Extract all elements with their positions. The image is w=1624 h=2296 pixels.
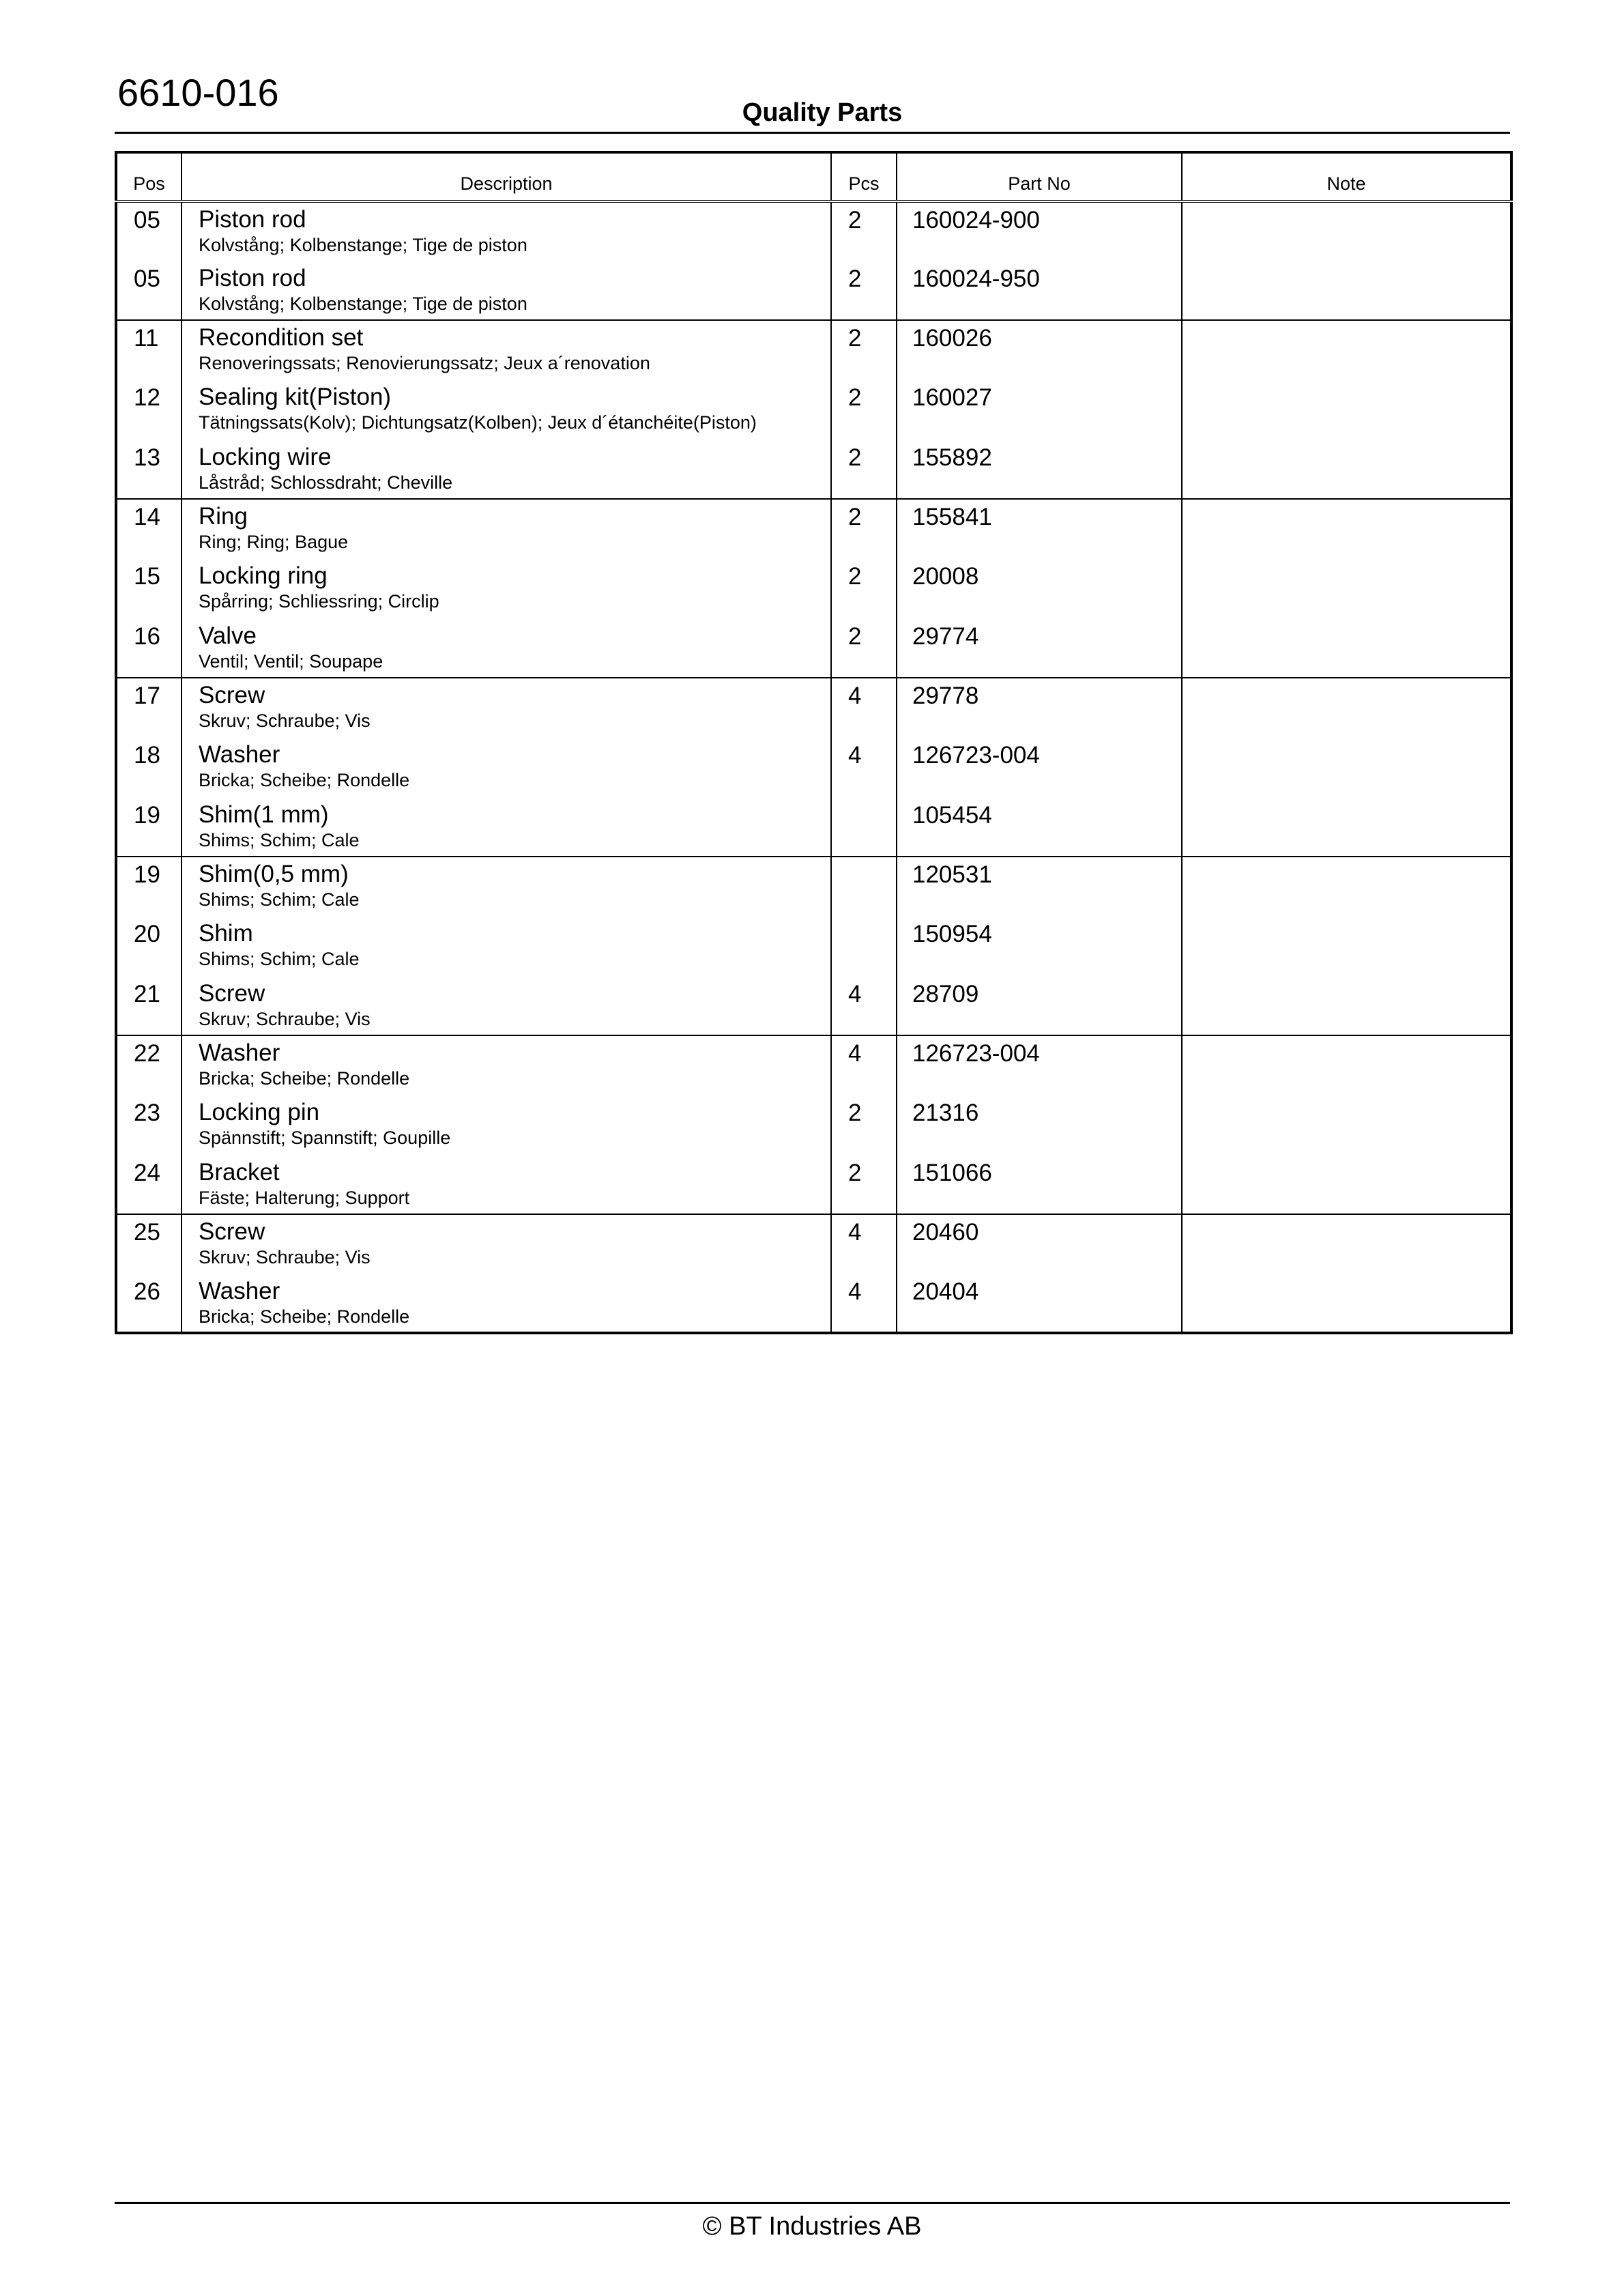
- part-translations: Skruv; Schraube; Vis: [199, 1009, 371, 1029]
- part-no-cell: 150954: [897, 917, 1182, 977]
- pcs-cell: 2: [831, 201, 897, 261]
- table-row: [116, 1274, 1511, 1333]
- pcs-cell: 2: [831, 559, 897, 619]
- pos-cell: 24: [116, 1156, 182, 1214]
- table-row: [116, 977, 1511, 1035]
- parts-group: [116, 1035, 1511, 1214]
- table-row: [116, 1095, 1511, 1156]
- parts-group: [116, 499, 1511, 678]
- description-cell: [182, 1035, 831, 1095]
- description-cell: [182, 380, 831, 440]
- pos-cell: 26: [116, 1274, 182, 1333]
- part-no-cell: 120531: [897, 857, 1182, 917]
- note-cell: [1182, 1095, 1511, 1156]
- part-translations: Kolvstång; Kolbenstange; Tige de piston: [199, 293, 527, 314]
- note-cell: [1182, 798, 1511, 857]
- pos-cell: 13: [116, 440, 182, 499]
- part-no-cell: 29778: [897, 678, 1182, 738]
- part-translations: Bricka; Scheibe; Rondelle: [199, 770, 410, 790]
- part-translations: Ring; Ring; Bague: [199, 532, 349, 552]
- part-no-cell: 126723-004: [897, 738, 1182, 798]
- part-translations: Spårring; Schliessring; Circlip: [199, 591, 439, 612]
- part-no-cell: 160024-900: [897, 201, 1182, 261]
- part-translations: Shims; Schim; Cale: [199, 889, 360, 910]
- description-cell: [182, 440, 831, 499]
- pcs-cell: 2: [831, 1095, 897, 1156]
- pos-cell: 12: [116, 380, 182, 440]
- parts-table: [115, 151, 1513, 1334]
- part-name: Sealing kit(Piston): [199, 384, 392, 410]
- parts-group: [116, 1214, 1511, 1333]
- pcs-cell: 2: [831, 320, 897, 380]
- page-subtitle: Quality Parts: [742, 98, 903, 127]
- pcs-cell: 2: [831, 261, 897, 320]
- footer-divider: [115, 2202, 1510, 2204]
- description-cell: [182, 738, 831, 798]
- part-no-cell: 20008: [897, 559, 1182, 619]
- part-no-cell: 155841: [897, 499, 1182, 559]
- description-cell: [182, 1274, 831, 1333]
- part-no-cell: 160027: [897, 380, 1182, 440]
- pcs-cell: 2: [831, 380, 897, 440]
- part-name: Screw: [199, 980, 265, 1007]
- parts-group: [116, 678, 1511, 857]
- note-cell: [1182, 201, 1511, 261]
- part-translations: Ventil; Ventil; Soupape: [199, 651, 383, 672]
- note-cell: [1182, 261, 1511, 320]
- part-no-cell: 105454: [897, 798, 1182, 857]
- part-name: Locking wire: [199, 444, 332, 470]
- description-cell: [182, 678, 831, 738]
- part-translations: Låstråd; Schlossdraht; Cheville: [199, 472, 453, 493]
- pos-cell: 05: [116, 201, 182, 261]
- pcs-cell: 4: [831, 678, 897, 738]
- pcs-cell: 2: [831, 619, 897, 678]
- parts-group: [116, 857, 1511, 1035]
- note-cell: [1182, 559, 1511, 619]
- table-row: [116, 857, 1511, 917]
- column-header-pcs: Pcs: [831, 152, 897, 201]
- table-row: [116, 678, 1511, 738]
- part-translations: Spännstift; Spannstift; Goupille: [199, 1128, 451, 1148]
- part-name: Shim(0,5 mm): [199, 861, 349, 887]
- description-cell: [182, 201, 831, 261]
- parts-group: [116, 201, 1511, 320]
- part-name: Washer: [199, 1278, 280, 1304]
- part-name: Screw: [199, 682, 265, 708]
- note-cell: [1182, 380, 1511, 440]
- pcs-cell: 4: [831, 1035, 897, 1095]
- pos-cell: 17: [116, 678, 182, 738]
- part-name: Washer: [199, 741, 280, 768]
- table-row: [116, 201, 1511, 261]
- pcs-cell: 4: [831, 1214, 897, 1274]
- part-no-cell: 126723-004: [897, 1035, 1182, 1095]
- column-header-part-no: Part No: [897, 152, 1182, 201]
- table-row: [116, 1035, 1511, 1095]
- part-translations: Renoveringssats; Renovierungssatz; Jeux a´renovation: [199, 353, 650, 373]
- description-cell: [182, 499, 831, 559]
- table-header-row: [116, 152, 1511, 201]
- pos-cell: 18: [116, 738, 182, 798]
- part-translations: Skruv; Schraube; Vis: [199, 711, 371, 731]
- description-cell: [182, 798, 831, 857]
- part-translations: Fäste; Halterung; Support: [199, 1188, 410, 1208]
- table-row: [116, 499, 1511, 559]
- note-cell: [1182, 440, 1511, 499]
- description-cell: [182, 917, 831, 977]
- pos-cell: 20: [116, 917, 182, 977]
- part-translations: Skruv; Schraube; Vis: [199, 1247, 371, 1267]
- part-name: Piston rod: [199, 206, 306, 233]
- table-row: [116, 1214, 1511, 1274]
- table-row: [116, 738, 1511, 798]
- part-name: Piston rod: [199, 265, 306, 291]
- column-header-description: Description: [182, 152, 831, 201]
- pos-cell: 05: [116, 261, 182, 320]
- description-cell: [182, 320, 831, 380]
- pcs-cell: 2: [831, 1156, 897, 1214]
- note-cell: [1182, 1214, 1511, 1274]
- note-cell: [1182, 857, 1511, 917]
- parts-group: [116, 320, 1511, 499]
- pcs-cell: 2: [831, 499, 897, 559]
- description-cell: [182, 1156, 831, 1214]
- column-header-note: Note: [1182, 152, 1511, 201]
- table-row: [116, 619, 1511, 678]
- description-cell: [182, 977, 831, 1035]
- part-no-cell: 21316: [897, 1095, 1182, 1156]
- part-no-cell: 20460: [897, 1214, 1182, 1274]
- table-row: [116, 380, 1511, 440]
- description-cell: [182, 1095, 831, 1156]
- pcs-cell: 4: [831, 1274, 897, 1333]
- pos-cell: 16: [116, 619, 182, 678]
- note-cell: [1182, 738, 1511, 798]
- part-no-cell: 155892: [897, 440, 1182, 499]
- note-cell: [1182, 917, 1511, 977]
- part-name: Screw: [199, 1218, 265, 1245]
- note-cell: [1182, 619, 1511, 678]
- part-no-cell: 20404: [897, 1274, 1182, 1333]
- pcs-cell: [831, 857, 897, 917]
- description-cell: [182, 857, 831, 917]
- pos-cell: 25: [116, 1214, 182, 1274]
- table-row: [116, 440, 1511, 499]
- part-no-cell: 160024-950: [897, 261, 1182, 320]
- part-translations: Tätningssats(Kolv); Dichtungsatz(Kolben); Jeux d´étanchéite(Piston): [199, 412, 757, 433]
- note-cell: [1182, 1156, 1511, 1214]
- part-name: Locking pin: [199, 1099, 320, 1125]
- copyright-footer: © BT Industries AB: [702, 2212, 922, 2241]
- header-divider: [115, 132, 1510, 134]
- note-cell: [1182, 977, 1511, 1035]
- part-name: Valve: [199, 622, 257, 649]
- note-cell: [1182, 678, 1511, 738]
- pcs-cell: 4: [831, 738, 897, 798]
- part-translations: Bricka; Scheibe; Rondelle: [199, 1068, 410, 1089]
- pos-cell: 14: [116, 499, 182, 559]
- part-no-cell: 151066: [897, 1156, 1182, 1214]
- part-translations: Shims; Schim; Cale: [199, 949, 360, 969]
- pos-cell: 11: [116, 320, 182, 380]
- pos-cell: 19: [116, 857, 182, 917]
- note-cell: [1182, 1274, 1511, 1333]
- table-row: [116, 320, 1511, 380]
- part-no-cell: 28709: [897, 977, 1182, 1035]
- note-cell: [1182, 499, 1511, 559]
- pos-cell: 23: [116, 1095, 182, 1156]
- document-number: 6610-016: [117, 71, 279, 114]
- part-no-cell: 29774: [897, 619, 1182, 678]
- description-cell: [182, 559, 831, 619]
- description-cell: [182, 1214, 831, 1274]
- table-row: [116, 1156, 1511, 1214]
- pcs-cell: [831, 917, 897, 977]
- description-cell: [182, 261, 831, 320]
- part-translations: Kolvstång; Kolbenstange; Tige de piston: [199, 235, 527, 255]
- column-header-pos: Pos: [116, 152, 182, 201]
- part-translations: Shims; Schim; Cale: [199, 830, 360, 850]
- table-row: [116, 559, 1511, 619]
- description-cell: [182, 619, 831, 678]
- pos-cell: 19: [116, 798, 182, 857]
- table-row: [116, 261, 1511, 320]
- pcs-cell: 2: [831, 440, 897, 499]
- table-row: [116, 917, 1511, 977]
- pcs-cell: [831, 798, 897, 857]
- pos-cell: 22: [116, 1035, 182, 1095]
- part-name: Shim(1 mm): [199, 801, 329, 828]
- part-name: Shim: [199, 920, 253, 947]
- table-row: [116, 798, 1511, 857]
- part-name: Bracket: [199, 1159, 280, 1186]
- part-name: Locking ring: [199, 562, 328, 589]
- pos-cell: 21: [116, 977, 182, 1035]
- part-name: Recondition set: [199, 324, 364, 351]
- part-name: Washer: [199, 1039, 280, 1066]
- note-cell: [1182, 1035, 1511, 1095]
- part-no-cell: 160026: [897, 320, 1182, 380]
- part-name: Ring: [199, 503, 248, 530]
- note-cell: [1182, 320, 1511, 380]
- pos-cell: 15: [116, 559, 182, 619]
- part-translations: Bricka; Scheibe; Rondelle: [199, 1306, 410, 1327]
- pcs-cell: 4: [831, 977, 897, 1035]
